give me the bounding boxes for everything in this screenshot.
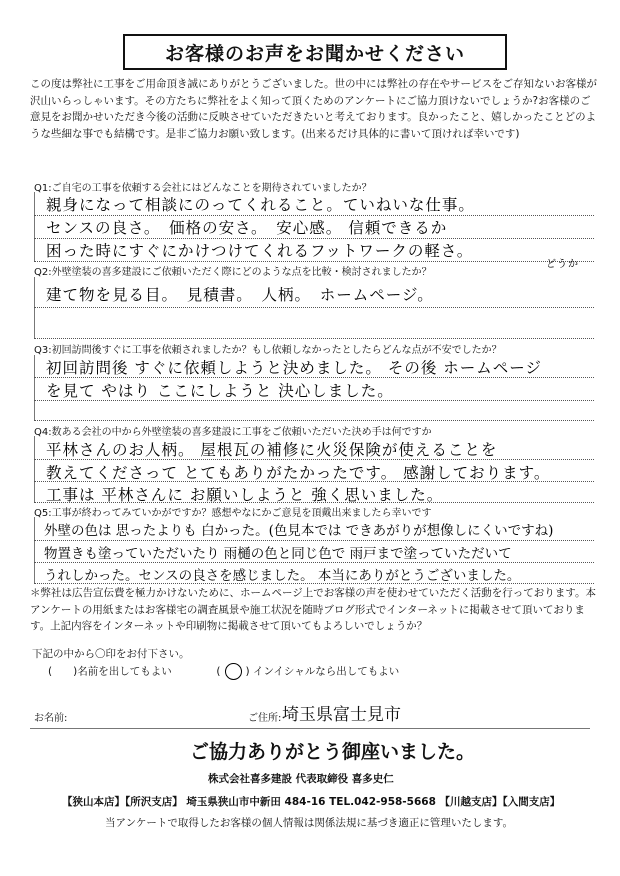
answer-5-line-2: 物置きも塗っていただいたり 雨樋の色と同じ色で 雨戸まで塗っていただいて: [44, 546, 512, 562]
answer-5-line-1: 外壁の色は 思ったよりも 白かった。(色見本では できあがりが想像しにくいですね): [44, 523, 554, 539]
intro-text: この度は弊社に工事をご用命頂き誠にありがとうございました。世の中には弊社の存在やサービスをご存知ないお客様が沢山いらっしゃいます。その方たちに弊社をよく知って頂くためのアンケートにご協力頂けないでしょうか?お客様のご意見をお聞かせいただき今後の活動に反映させていただきたいと考えております。良かったこと、嬉しかったことどのような些細な事でも結構です。是非ご協力お願い致します。(出来るだけ具体的に書いて頂ければ幸いです): [30, 78, 597, 140]
branch-info: 【狭山本店】【所沢支店】 埼玉県狭山市中新田 484-16 TEL.042-958-5668 【川越支店】【入間支店】: [62, 796, 561, 808]
name-address-field: [30, 704, 590, 729]
thanks-message: ご協力ありがとう御座いました。: [190, 741, 476, 763]
answer-3-line-2: を見て やはり ここにしようと 決心しました。: [46, 382, 394, 400]
answer-line: [34, 307, 594, 308]
answer-line: [34, 420, 594, 421]
choice-prompt: 下記の中から〇印をお付下さい。: [32, 648, 190, 660]
question-5-label: Q5:工事が終わってみていかがですか？感想やなにかご意見を頂戴出来ましたら幸いです: [34, 508, 432, 519]
answer-line: [34, 562, 594, 563]
privacy-notice: 当アンケートで取得したお客様の個人情報は関係法規に基づき適正に管理いたします。: [105, 817, 514, 829]
address-label: ご住所:: [248, 713, 282, 724]
question-2-label: Q2:外壁塗装の喜多建設にご依頼いただく際にどのような点を比較・検討されましたか？: [34, 267, 432, 278]
answer-5-line-3: うれしかった。センスの良さを感じました。 本当にありがとうございました。: [44, 568, 521, 584]
answer-4-line-2: 教えてくださって とてもありがたかったです。 感謝しております。: [46, 464, 551, 482]
answer-line: [34, 261, 594, 262]
answer-1-line-2: センスの良さ。 価格の安さ。 安心感。 信頼できるか: [46, 219, 448, 237]
answer-1-line-3: 困った時にすぐにかけつけてくれるフットワークの軽さ。: [46, 242, 474, 260]
answer-1-line-1: 親身になって相談にのってくれること。ていねいな仕事。: [46, 196, 475, 214]
answer-2-line-1: 建て物を見る目。 見積書。 人柄。 ホームページ。: [46, 286, 434, 304]
company-name: 株式会社喜多建設 代表取締役 喜多史仁: [208, 773, 394, 785]
name-label: お名前:: [34, 713, 68, 724]
publication-notice: ＊弊社は広告宣伝費を極力かけないために、ホームページ上でお客様の声を使わせていただく活動を行っております。本アンケートの用紙またはお客様宅の調査風景や施工状況を随時ブログ形式でインターネットに掲載させて頂いております。上記内容をインターネットや印刷物に掲載させて頂いてもよろしいでしょうか？: [30, 587, 596, 632]
question-4-label: Q4:数ある会社の中から外壁塗装の喜多建設に工事をご依頼いただいた決め手は何ですか: [34, 427, 432, 438]
question-3-box: [34, 355, 35, 420]
question-1-label: Q1:ご自宅の工事を依頼する会社にはどんなことを期待されていましたか？: [34, 183, 372, 194]
question-4-box: [34, 436, 35, 502]
choice-paren-open: (: [216, 665, 221, 678]
answer-line: [34, 540, 594, 541]
page-title: お客様のお声をお聞かせください: [123, 34, 507, 70]
choice-paren-close: ): [245, 665, 250, 678]
address-value: 埼玉県富士見市: [282, 705, 401, 725]
choice-initial-option[interactable]: インイシャルなら出してもよい: [252, 665, 400, 678]
answer-1-note: どうか: [546, 259, 579, 270]
answer-3-line-1: 初回訪問後 すぐに依頼しようと決めました。 その後 ホームページ: [46, 359, 542, 377]
question-1-box: [34, 192, 35, 261]
answer-4-line-3: 工事は 平林さんに お願いしようと 強く思いました。: [46, 486, 444, 504]
question-5-box: [34, 517, 35, 583]
answer-4-line-1: 平林さんのお人柄。 屋根瓦の補修に火災保険が使えることを: [46, 441, 498, 459]
choice-name-option[interactable]: ( )名前を出してもよい: [48, 665, 172, 678]
question-3-label: Q3:初回訪問後すぐに工事を依頼されましたか？もし依頼しなかったとしたらどんな点が不安でしたか？: [34, 345, 502, 356]
answer-line: [34, 338, 594, 339]
selected-circle-mark: [225, 663, 242, 680]
choice-row: [48, 663, 399, 680]
